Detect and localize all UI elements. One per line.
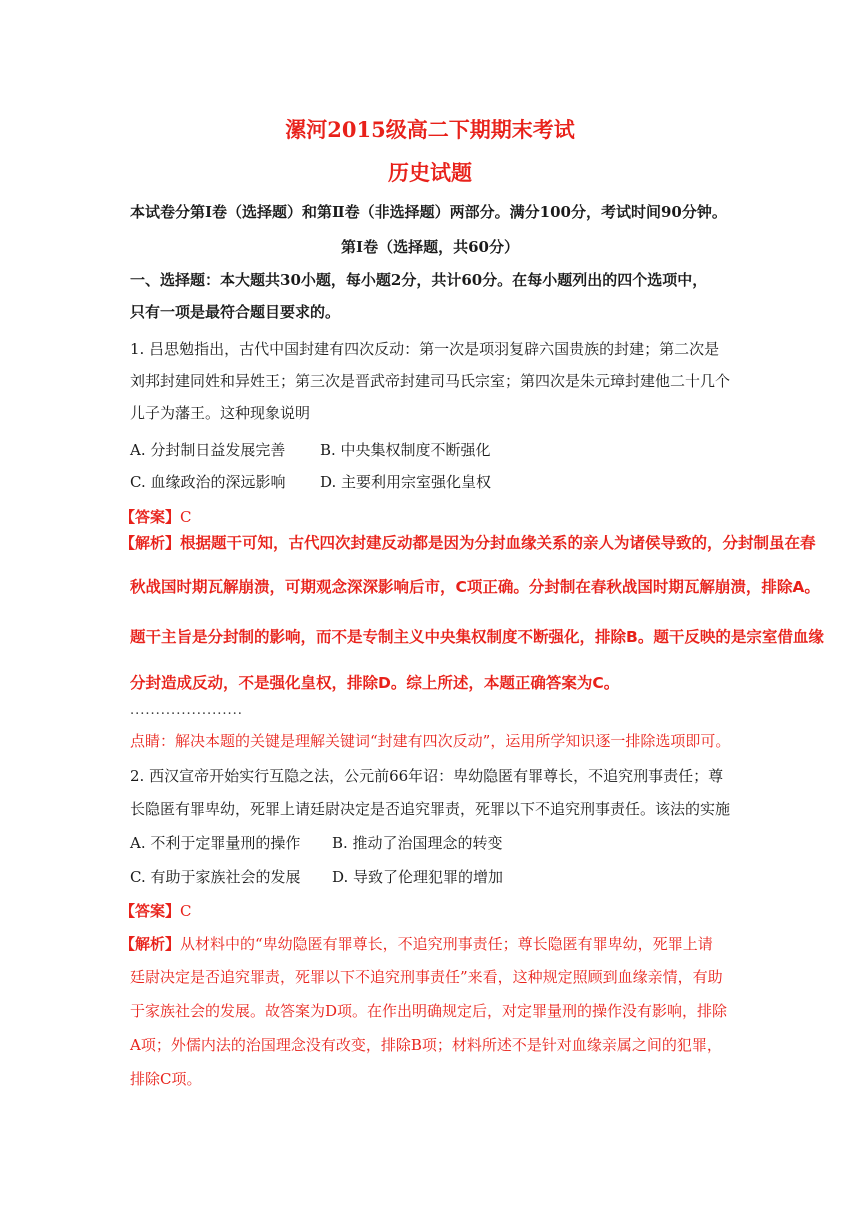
q2-option-b: B. 推动了治国理念的转变 bbox=[332, 834, 503, 852]
q2-options-row-1 bbox=[130, 833, 503, 853]
q1-separator: ...................... bbox=[130, 703, 243, 718]
q2-analysis-line-2: 廷尉决定是否追究罪责，死罪以下不追究刑事责任”来看，这种规定照顾到血缘亲情，有助 bbox=[130, 968, 723, 986]
q1-options-row-1 bbox=[130, 440, 491, 460]
q2-answer bbox=[120, 901, 192, 921]
q1-stem-line-1: 1. 吕思勉指出，古代中国封建有四次反动：第一次是项羽复辟六国贵族的封建；第二次是 bbox=[130, 340, 720, 358]
q1-option-c: C. 血缘政治的深远影响 bbox=[130, 473, 286, 491]
q1-analysis-line-2: 秋战国时期瓦解崩溃，可期观念深深影响后市，C项正确。分封制在春秋战国时期瓦解崩溃，排除A。 bbox=[130, 578, 820, 596]
exam-title: 漯河2015级高二下期期末考试 bbox=[285, 117, 575, 142]
q1-answer bbox=[120, 507, 192, 527]
instruction-line-1: 一、选择题：本大题共30小题，每小题2分，共计60分。在每小题列出的四个选项中， bbox=[130, 271, 708, 289]
q1-option-d: D. 主要利用宗室强化皇权 bbox=[320, 473, 492, 491]
q2-option-a: A. 不利于定罪量刑的操作 bbox=[130, 834, 301, 852]
instruction-line-2: 只有一项是最符合题目要求的。 bbox=[130, 303, 341, 321]
q2-answer-tag: 【答案】 bbox=[120, 902, 181, 920]
q1-analysis-line-4: 分封造成反动，不是强化皇权，排除D。综上所述，本题正确答案为C。 bbox=[130, 674, 620, 692]
q2-analysis-line-3: 于家族社会的发展。故答案为D项。在作出明确规定后，对定罪量刑的操作没有影响，排除 bbox=[130, 1002, 728, 1020]
q1-answer-value: C bbox=[180, 508, 192, 526]
q1-analysis-tag: 【解析】 bbox=[120, 534, 181, 552]
q2-analysis-line-1: 【解析】从材料中的“卑幼隐匿有罪尊长，不追究刑事责任；尊长隐匿有罪卑幼，死罪上请 bbox=[120, 935, 713, 953]
section-heading: 第Ⅰ卷（选择题，共60分） bbox=[341, 238, 519, 256]
exam-subtitle: 历史试题 bbox=[388, 160, 472, 185]
q2-answer-value: C bbox=[180, 902, 192, 920]
q2-options-row-2 bbox=[130, 867, 503, 887]
exam-intro: 本试卷分第Ⅰ卷（选择题）和第Ⅱ卷（非选择题）两部分。满分100分，考试时间90分钟。 bbox=[130, 203, 727, 221]
q1-stem-line-2: 刘邦封建同姓和异姓王；第三次是晋武帝封建司马氏宗室；第四次是朱元璋封建他二十几个 bbox=[130, 372, 731, 390]
q2-stem-line-1: 2. 西汉宣帝开始实行互隐之法，公元前66年诏：卑幼隐匿有罪尊长，不追究刑事责任；尊 bbox=[130, 767, 724, 785]
q2-analysis-line-5: 排除C项。 bbox=[130, 1070, 202, 1088]
q1-option-a: A. 分封制日益发展完善 bbox=[130, 441, 286, 459]
q1-option-b: B. 中央集权制度不断强化 bbox=[320, 441, 491, 459]
q2-analysis-tag: 【解析】 bbox=[120, 935, 181, 953]
q2-option-d: D. 导致了伦理犯罪的增加 bbox=[332, 868, 504, 886]
q1-stem-line-3: 儿子为藩王。这种现象说明 bbox=[130, 404, 311, 422]
q1-analysis-line-3: 题干主旨是分封制的影响，而不是专制主义中央集权制度不断强化，排除B。题干反映的是宗室借血缘 bbox=[130, 628, 824, 646]
q2-option-c: C. 有助于家族社会的发展 bbox=[130, 868, 301, 886]
q1-analysis-line-1: 【解析】根据题干可知，古代四次封建反动都是因为分封血缘关系的亲人为诸侯导致的，分封制虽在春 bbox=[120, 534, 816, 552]
q2-analysis-line-4: A项；外儒内法的治国理念没有改变，排除B项；材料所述不是针对血缘亲属之间的犯罪， bbox=[130, 1036, 722, 1054]
q1-options-row-2 bbox=[130, 472, 491, 492]
q1-answer-tag: 【答案】 bbox=[120, 508, 181, 526]
q2-stem-line-2: 长隐匿有罪卑幼，死罪上请廷尉决定是否追究罪责，死罪以下不追究刑事责任。该法的实施 bbox=[130, 800, 731, 818]
q1-note: 点睛：解决本题的关键是理解关键词“封建有四次反动”，运用所学知识逐一排除选项即可。 bbox=[130, 732, 731, 750]
